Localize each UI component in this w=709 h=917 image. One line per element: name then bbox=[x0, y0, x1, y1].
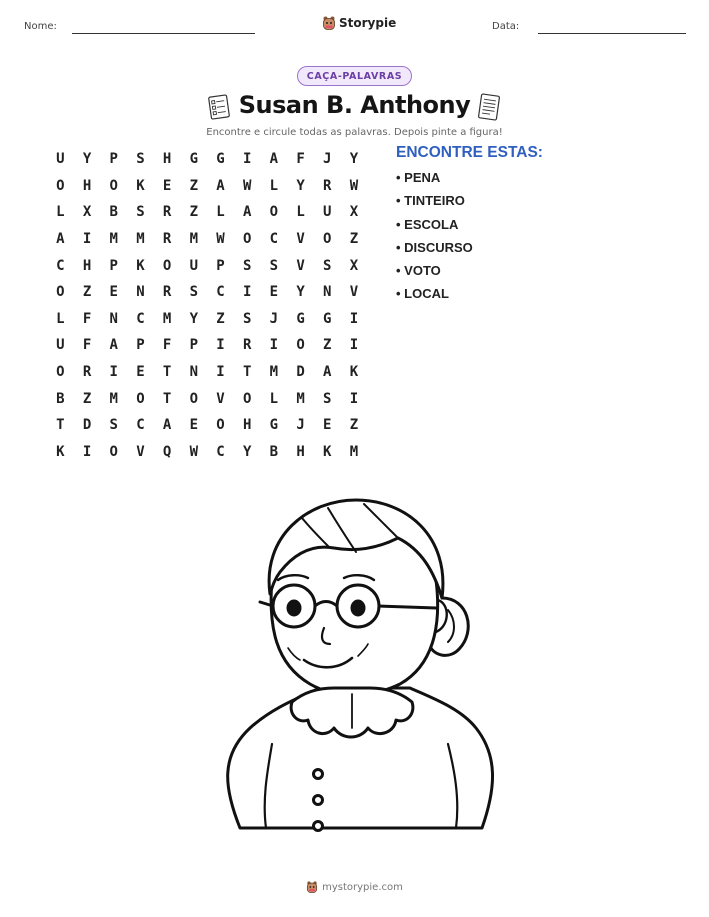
grid-row bbox=[47, 279, 367, 306]
grid-letter[interactable]: X bbox=[349, 257, 359, 274]
grid-letter[interactable]: B bbox=[269, 443, 279, 460]
grid-letter[interactable]: L bbox=[269, 177, 279, 194]
word-item: • ESCOLA bbox=[396, 216, 459, 232]
grid-letter[interactable]: V bbox=[136, 443, 145, 460]
grid-letter[interactable]: C bbox=[136, 417, 145, 434]
grid-letter[interactable]: J bbox=[323, 151, 332, 168]
grid-letter[interactable]: I bbox=[82, 231, 92, 248]
storypie-logo-icon bbox=[306, 880, 318, 894]
grid-letter[interactable]: E bbox=[323, 417, 332, 434]
grid-row bbox=[47, 252, 367, 279]
grid-letter[interactable]: N bbox=[109, 310, 118, 327]
grid-letter[interactable]: K bbox=[349, 364, 359, 381]
grid-letter[interactable]: Z bbox=[349, 417, 359, 434]
grid-letter[interactable]: M bbox=[109, 390, 118, 407]
grid-letter[interactable]: L bbox=[296, 204, 305, 221]
grid-letter[interactable]: O bbox=[109, 443, 118, 460]
grid-letter[interactable]: P bbox=[109, 257, 118, 274]
grid-letter[interactable]: H bbox=[82, 177, 92, 194]
grid-letter[interactable]: I bbox=[242, 151, 252, 168]
grid-letter[interactable]: O bbox=[56, 284, 65, 301]
portrait-illustration bbox=[210, 488, 500, 848]
grid-letter[interactable]: V bbox=[296, 257, 305, 274]
grid-letter[interactable]: Z bbox=[349, 231, 359, 248]
grid-letter[interactable]: P bbox=[136, 337, 145, 354]
grid-letter[interactable]: O bbox=[242, 390, 252, 407]
storypie-logo-icon bbox=[322, 15, 336, 31]
grid-row bbox=[47, 173, 367, 200]
grid-letter[interactable]: K bbox=[56, 443, 65, 460]
grid-letter[interactable]: A bbox=[162, 417, 172, 434]
grid-letter[interactable]: S bbox=[136, 151, 145, 168]
grid-letter[interactable]: L bbox=[56, 204, 65, 221]
grid-letter[interactable]: J bbox=[296, 417, 305, 434]
grid-letter[interactable]: B bbox=[56, 390, 65, 407]
grid-letter[interactable]: W bbox=[189, 443, 198, 460]
grid-letter[interactable]: M bbox=[109, 231, 118, 248]
grid-letter[interactable]: U bbox=[56, 151, 65, 168]
grid-letter[interactable]: O bbox=[323, 231, 332, 248]
word-list bbox=[396, 170, 473, 310]
grid-letter[interactable]: U bbox=[189, 257, 198, 274]
grid-letter[interactable]: X bbox=[349, 204, 359, 221]
grid-letter[interactable]: Z bbox=[82, 284, 92, 301]
grid-letter[interactable]: V bbox=[216, 390, 225, 407]
grid-letter[interactable]: Z bbox=[189, 204, 198, 221]
grid-letter[interactable]: G bbox=[216, 151, 225, 168]
grid-letter[interactable]: I bbox=[349, 390, 359, 407]
grid-letter[interactable]: Y bbox=[349, 151, 359, 168]
word-item: • PENA bbox=[396, 170, 441, 185]
document-icon bbox=[475, 92, 503, 122]
grid-letter[interactable]: S bbox=[242, 257, 252, 274]
brand-name: Storypie bbox=[339, 16, 397, 30]
grid-letter[interactable]: U bbox=[323, 204, 332, 221]
grid-letter[interactable]: E bbox=[162, 177, 172, 194]
grid-letter[interactable]: O bbox=[109, 177, 118, 194]
grid-letter[interactable]: S bbox=[242, 310, 252, 327]
grid-letter[interactable]: I bbox=[216, 364, 225, 381]
page-title: Susan B. Anthony bbox=[238, 91, 471, 119]
grid-letter[interactable]: F bbox=[82, 337, 92, 354]
grid-letter[interactable]: N bbox=[136, 284, 145, 301]
grid-letter[interactable]: W bbox=[349, 177, 359, 194]
grid-letter[interactable]: O bbox=[136, 390, 145, 407]
name-label: Nome: bbox=[24, 21, 57, 32]
grid-letter[interactable]: A bbox=[323, 364, 332, 381]
grid-letter[interactable]: A bbox=[216, 177, 225, 194]
grid-letter[interactable]: X bbox=[82, 204, 92, 221]
grid-row bbox=[47, 439, 367, 466]
grid-letter[interactable]: Z bbox=[323, 337, 332, 354]
word-item: • DISCURSO bbox=[396, 239, 473, 255]
grid-letter[interactable]: Y bbox=[296, 284, 305, 301]
grid-letter[interactable]: L bbox=[216, 204, 225, 221]
grid-letter[interactable]: T bbox=[242, 364, 252, 381]
grid-letter[interactable]: C bbox=[216, 443, 225, 460]
grid-letter[interactable]: A bbox=[242, 204, 252, 221]
grid-letter[interactable]: M bbox=[162, 310, 172, 327]
grid-letter[interactable]: O bbox=[216, 417, 225, 434]
grid-letter[interactable]: O bbox=[162, 257, 172, 274]
grid-letter[interactable]: O bbox=[56, 364, 65, 381]
grid-letter[interactable]: H bbox=[296, 443, 305, 460]
grid-letter[interactable]: A bbox=[56, 231, 65, 248]
grid-letter[interactable]: O bbox=[189, 390, 198, 407]
grid-letter[interactable]: Q bbox=[162, 443, 172, 460]
grid-letter[interactable]: R bbox=[82, 364, 92, 381]
grid-letter[interactable]: I bbox=[82, 443, 92, 460]
grid-letter[interactable]: G bbox=[296, 310, 305, 327]
grid-letter[interactable]: M bbox=[269, 364, 279, 381]
grid-letter[interactable]: E bbox=[136, 364, 145, 381]
grid-letter[interactable]: O bbox=[269, 204, 279, 221]
grid-letter[interactable]: V bbox=[349, 284, 359, 301]
grid-letter[interactable]: P bbox=[216, 257, 225, 274]
grid-letter[interactable]: D bbox=[296, 364, 305, 381]
grid-letter[interactable]: F bbox=[296, 151, 305, 168]
grid-letter[interactable]: M bbox=[136, 231, 145, 248]
grid-letter[interactable]: R bbox=[162, 284, 172, 301]
date-line[interactable] bbox=[538, 33, 686, 34]
grid-row bbox=[47, 332, 367, 359]
word-list-title: ENCONTRE ESTAS: bbox=[396, 144, 543, 161]
name-line[interactable] bbox=[72, 33, 255, 34]
grid-letter[interactable]: U bbox=[56, 337, 65, 354]
grid-letter[interactable]: I bbox=[349, 310, 359, 327]
word-search-grid[interactable] bbox=[47, 146, 367, 465]
grid-letter[interactable]: H bbox=[242, 417, 252, 434]
grid-letter[interactable]: Z bbox=[189, 177, 198, 194]
grid-letter[interactable]: A bbox=[109, 337, 118, 354]
grid-letter[interactable]: Y bbox=[189, 310, 198, 327]
grid-letter[interactable]: G bbox=[323, 310, 332, 327]
grid-letter[interactable]: A bbox=[269, 151, 279, 168]
grid-letter[interactable]: W bbox=[242, 177, 252, 194]
grid-letter[interactable]: K bbox=[136, 257, 145, 274]
grid-letter[interactable]: K bbox=[136, 177, 145, 194]
grid-letter[interactable]: B bbox=[109, 204, 118, 221]
grid-letter[interactable]: S bbox=[269, 257, 279, 274]
grid-letter[interactable]: I bbox=[269, 337, 279, 354]
word-item: • LOCAL bbox=[396, 286, 449, 302]
grid-letter[interactable]: V bbox=[296, 231, 305, 248]
word-item: • TINTEIRO bbox=[396, 193, 465, 209]
grid-letter[interactable]: P bbox=[109, 151, 118, 168]
grid-letter[interactable]: Y bbox=[296, 177, 305, 194]
grid-letter[interactable]: S bbox=[323, 257, 332, 274]
grid-letter[interactable]: Y bbox=[82, 151, 92, 168]
grid-letter[interactable]: E bbox=[189, 417, 198, 434]
grid-letter[interactable]: R bbox=[242, 337, 252, 354]
grid-letter[interactable]: K bbox=[323, 443, 332, 460]
grid-letter[interactable]: O bbox=[242, 231, 252, 248]
grid-row bbox=[47, 146, 367, 173]
grid-letter[interactable]: W bbox=[216, 231, 225, 248]
grid-letter[interactable]: N bbox=[189, 364, 198, 381]
grid-letter[interactable]: E bbox=[269, 284, 279, 301]
grid-letter[interactable]: S bbox=[323, 390, 332, 407]
footer bbox=[0, 880, 709, 894]
grid-row bbox=[47, 412, 367, 439]
grid-letter[interactable]: M bbox=[349, 443, 359, 460]
grid-letter[interactable]: M bbox=[296, 390, 305, 407]
brand bbox=[322, 14, 396, 32]
grid-row bbox=[47, 226, 367, 253]
grid-letter[interactable]: F bbox=[82, 310, 92, 327]
grid-letter[interactable]: G bbox=[189, 151, 198, 168]
grid-letter[interactable]: I bbox=[349, 337, 359, 354]
grid-letter[interactable]: H bbox=[162, 151, 172, 168]
grid-letter[interactable]: Z bbox=[82, 390, 92, 407]
grid-letter[interactable]: J bbox=[269, 310, 279, 327]
grid-letter[interactable]: R bbox=[323, 177, 332, 194]
grid-letter[interactable]: F bbox=[162, 337, 172, 354]
grid-letter[interactable]: H bbox=[82, 257, 92, 274]
grid-letter[interactable]: C bbox=[269, 231, 279, 248]
grid-row bbox=[47, 385, 367, 412]
grid-letter[interactable]: T bbox=[162, 390, 172, 407]
grid-letter[interactable]: T bbox=[56, 417, 65, 434]
grid-letter[interactable]: D bbox=[82, 417, 92, 434]
grid-letter[interactable]: I bbox=[109, 364, 118, 381]
grid-letter[interactable]: R bbox=[162, 204, 172, 221]
grid-letter[interactable]: S bbox=[189, 284, 198, 301]
grid-letter[interactable]: Y bbox=[242, 443, 252, 460]
grid-letter[interactable]: T bbox=[162, 364, 172, 381]
grid-letter[interactable]: O bbox=[296, 337, 305, 354]
grid-letter[interactable]: M bbox=[189, 231, 198, 248]
category-badge: CAÇA-PALAVRAS bbox=[297, 66, 412, 86]
grid-letter[interactable]: C bbox=[56, 257, 65, 274]
grid-row bbox=[47, 199, 367, 226]
grid-letter[interactable]: G bbox=[269, 417, 279, 434]
grid-letter[interactable]: Z bbox=[216, 310, 225, 327]
grid-letter[interactable]: I bbox=[216, 337, 225, 354]
grid-letter[interactable]: N bbox=[323, 284, 332, 301]
grid-row bbox=[47, 306, 367, 333]
word-item: • VOTO bbox=[396, 263, 441, 279]
instructions: Encontre e circule todas as palavras. Depois pinte a figura! bbox=[206, 127, 503, 138]
grid-letter[interactable]: I bbox=[242, 284, 252, 301]
grid-letter[interactable]: E bbox=[109, 284, 118, 301]
grid-letter[interactable]: R bbox=[162, 231, 172, 248]
grid-letter[interactable]: C bbox=[216, 284, 225, 301]
grid-letter[interactable]: P bbox=[189, 337, 198, 354]
grid-letter[interactable]: L bbox=[269, 390, 279, 407]
grid-letter[interactable]: L bbox=[56, 310, 65, 327]
grid-letter[interactable]: O bbox=[56, 177, 65, 194]
grid-letter[interactable]: S bbox=[109, 417, 118, 434]
grid-letter[interactable]: S bbox=[136, 204, 145, 221]
grid-letter[interactable]: C bbox=[136, 310, 145, 327]
footer-site[interactable]: mystorypie.com bbox=[322, 881, 403, 893]
grid-row bbox=[47, 359, 367, 386]
date-label: Data: bbox=[492, 21, 520, 32]
